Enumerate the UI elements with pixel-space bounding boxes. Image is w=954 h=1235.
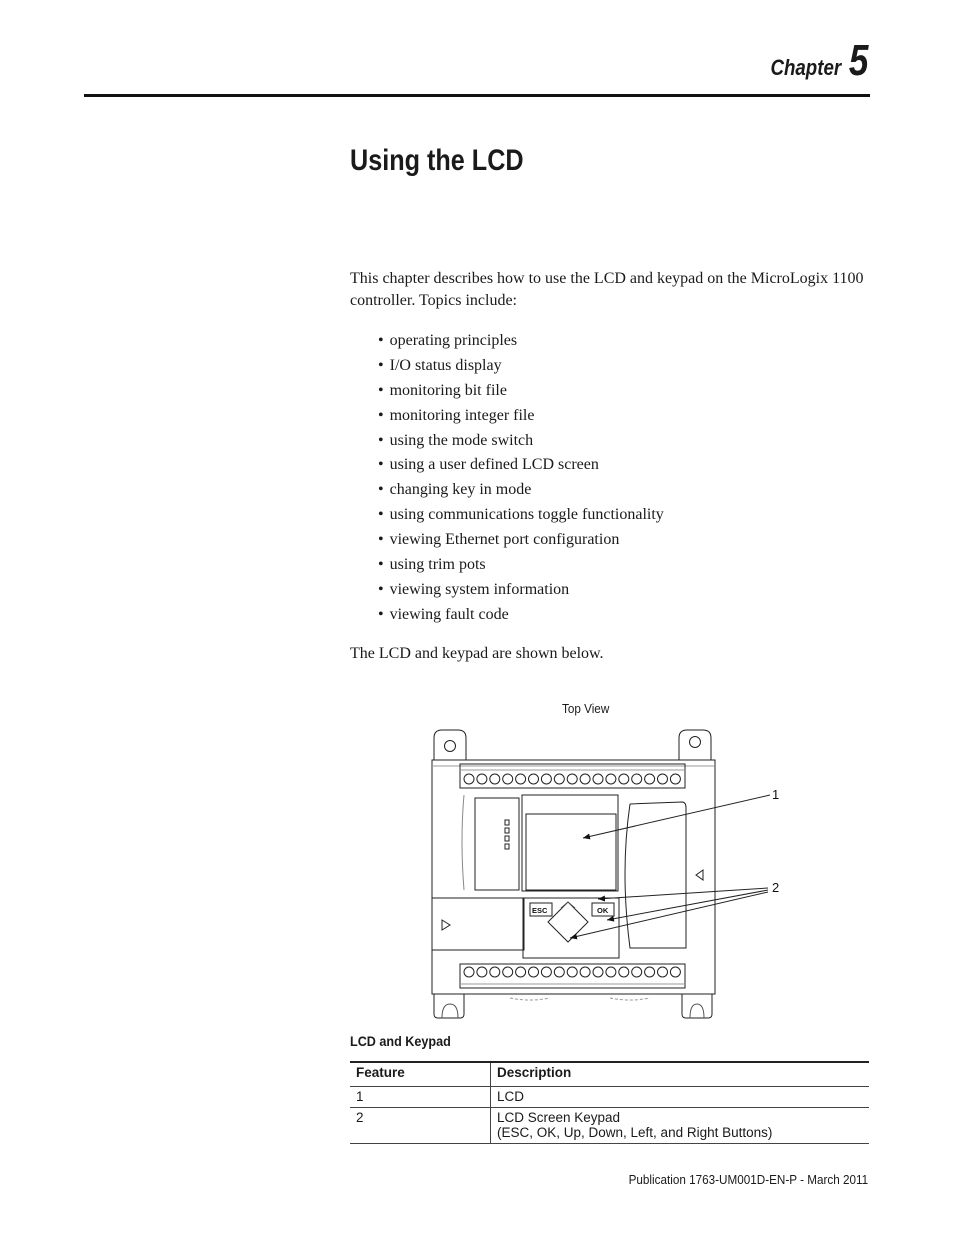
- list-item: • operating principles: [378, 330, 664, 355]
- chapter-heading: [758, 36, 868, 86]
- terminal-screw: [529, 774, 539, 784]
- list-item: • monitoring bit file: [378, 380, 664, 405]
- controller-top-view-drawing: [420, 722, 790, 1024]
- chapter-label: Chapter: [770, 55, 842, 80]
- terminal-screw: [645, 774, 655, 784]
- description-cell: [491, 1087, 870, 1108]
- callout-arrow-lcd: [583, 795, 770, 838]
- callout-label-1: 1: [772, 787, 780, 802]
- feature-table: [350, 1061, 869, 1144]
- terminal-screw: [619, 774, 629, 784]
- terminal-screw: [580, 774, 590, 784]
- list-item: • viewing Ethernet port configuration: [378, 529, 664, 554]
- terminal-screw: [490, 967, 500, 977]
- terminal-screw: [670, 967, 680, 977]
- page-title: Using the LCD: [350, 144, 524, 177]
- callout-label-2: 2: [772, 880, 780, 895]
- bottom-terminal-strip: [460, 964, 685, 988]
- mounting-tab-top-left: [434, 730, 466, 760]
- table-row: [350, 1108, 869, 1144]
- terminal-screw: [490, 774, 500, 784]
- terminal-screw: [670, 774, 680, 784]
- figure-intro-text: The LCD and keypad are shown below.: [350, 645, 604, 662]
- terminal-screw: [658, 967, 668, 977]
- terminal-screw: [658, 774, 668, 784]
- terminal-screw: [593, 967, 603, 977]
- terminal-screw: [529, 967, 539, 977]
- description-line: LCD Screen Keypad: [497, 1110, 621, 1125]
- terminal-screw: [593, 774, 603, 784]
- list-item: • using trim pots: [378, 554, 664, 579]
- description-line: (ESC, OK, Up, Down, Left, and Right Buttons): [497, 1125, 773, 1140]
- terminal-screw: [619, 967, 629, 977]
- terminal-screw: [503, 774, 513, 784]
- list-item: • viewing system information: [378, 579, 664, 604]
- top-terminal-strip: [460, 764, 685, 788]
- list-item: • monitoring integer file: [378, 405, 664, 430]
- list-item: • using a user defined LCD screen: [378, 454, 664, 479]
- list-item: • using communications toggle functionality: [378, 504, 664, 529]
- terminal-screw: [516, 967, 526, 977]
- terminal-screw: [464, 774, 474, 784]
- callout-arrow-keypad-right: [607, 890, 768, 920]
- terminal-screw: [516, 774, 526, 784]
- left-io-section: [432, 795, 524, 950]
- feature-cell: 2: [350, 1108, 491, 1144]
- terminal-screw: [477, 967, 487, 977]
- chapter-number: 5: [848, 36, 868, 85]
- topic-list: [378, 330, 664, 629]
- mounting-tab-top-right: [679, 730, 711, 760]
- terminal-screw: [567, 967, 577, 977]
- mounting-feet-bottom: [434, 994, 712, 1018]
- feature-cell: 1: [350, 1087, 491, 1108]
- figure-view-label: Top View: [562, 701, 610, 716]
- list-item: • viewing fault code: [378, 604, 664, 629]
- terminal-screw: [567, 774, 577, 784]
- column-header-description: Description: [497, 1065, 572, 1080]
- lcd-housing: [522, 795, 618, 891]
- list-item: • I/O status display: [378, 355, 664, 380]
- list-item: • using the mode switch: [378, 430, 664, 455]
- terminal-screw: [606, 967, 616, 977]
- publication-footer: Publication 1763-UM001D-EN-P - March 2011: [628, 1172, 868, 1187]
- table-caption: LCD and Keypad: [350, 1033, 451, 1049]
- terminal-screw: [580, 967, 590, 977]
- list-item: • changing key in mode: [378, 479, 664, 504]
- terminal-screw: [645, 967, 655, 977]
- terminal-screw: [503, 967, 513, 977]
- intro-paragraph: This chapter describes how to use the LCD and keypad on the MicroLogix 1100 controller. Topics include:: [350, 270, 864, 309]
- description-line: LCD: [497, 1089, 525, 1104]
- header-rule: [84, 94, 870, 97]
- right-panel: [625, 802, 703, 948]
- terminal-screw: [554, 967, 564, 977]
- terminal-screw: [541, 967, 551, 977]
- terminal-screw: [606, 774, 616, 784]
- description-cell: [491, 1108, 870, 1144]
- terminal-screw: [541, 774, 551, 784]
- terminal-screw: [632, 967, 642, 977]
- lcd-screen: [526, 814, 616, 890]
- column-header-feature: Feature: [350, 1062, 491, 1087]
- arrow-left-icon: [696, 870, 703, 880]
- terminal-screw: [554, 774, 564, 784]
- terminal-screw: [632, 774, 642, 784]
- table-header-row: [350, 1062, 869, 1087]
- arrow-right-icon: [442, 920, 450, 930]
- keypad: [523, 898, 619, 958]
- callout-arrow-ok: [598, 888, 768, 899]
- terminal-screw: [477, 774, 487, 784]
- table-row: [350, 1087, 869, 1108]
- direction-pad: [548, 902, 588, 942]
- ok-key-label: OK: [597, 906, 609, 915]
- terminal-screw: [464, 967, 474, 977]
- esc-key-label: ESC: [532, 906, 548, 915]
